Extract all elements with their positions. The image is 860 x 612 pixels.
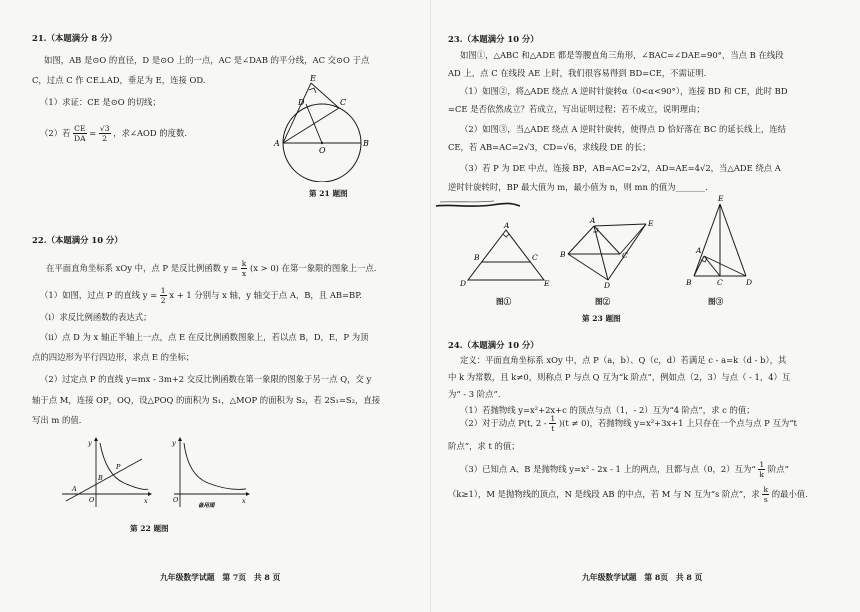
q23-f2-label-e: E xyxy=(648,219,654,228)
q24-part-3-suffix: 阶点” xyxy=(767,464,789,474)
q22-label-x: x xyxy=(144,497,148,505)
q22-part-1-ii-a: （ii）点 D 为 x 轴正半轴上一点，点 E 在反比例函数图象上，若以点 B，D，E，P 为顶 xyxy=(40,332,369,342)
q22-label-a: A xyxy=(72,485,77,493)
q23-f3-label-e: E xyxy=(718,194,724,203)
q23-fig1-caption: 图① xyxy=(496,297,512,306)
q22-label-y: y xyxy=(88,439,92,447)
q23-line-1: 如图①，△ABC 和△ADE 都是等腰直角三角形，∠BAC=∠DAE=90°，当点 B 在线段 xyxy=(460,50,784,60)
scan-smudge-mark xyxy=(432,196,522,212)
q23-f1-label-b: B xyxy=(474,253,480,262)
q24-frac-1: 1 xyxy=(550,414,556,423)
q21-label-e: E xyxy=(310,74,316,83)
q21-fraction-ce-da xyxy=(73,124,86,143)
q24-heading: 24.（本题满分 10 分） xyxy=(448,340,539,350)
q21-part-2-prefix: （2）若 xyxy=(40,128,71,138)
q24-part-3-b xyxy=(448,484,808,504)
q23-f1-label-a: A xyxy=(504,222,510,230)
q24-fraction-1-t xyxy=(549,414,556,433)
q22-spare-label-o: O xyxy=(173,496,179,504)
q21-label-o: O xyxy=(319,146,326,155)
q23-figure-3 xyxy=(680,192,762,290)
q24-line-2: 中 k 为常数，且 k≠0，则称点 P 与点 Q 互为“k 阶点”，例如点（2，3）与点（ - 1，4）互 xyxy=(448,372,791,382)
q23-part-3-b xyxy=(448,182,708,193)
q22-label-o: O xyxy=(89,496,95,504)
q23-f3-label-b: B xyxy=(686,278,692,287)
q21-label-c: C xyxy=(340,98,347,107)
q24-line-1: 定义：平面直角坐标系 xOy 中，点 P（a，b）、Q（c，d）若满足 c - a=k（d - b），其 xyxy=(460,355,787,365)
q21-frac2-den: 2 xyxy=(102,134,108,143)
q21-fraction-sqrt3-2 xyxy=(99,124,111,143)
q22-label-p: P xyxy=(116,463,121,471)
q23-figure-2 xyxy=(560,214,656,288)
q23-f2-label-b: B xyxy=(560,250,566,259)
q24-frac-k2: k xyxy=(763,485,769,494)
q21-line-1: 如图，AB 是⊙O 的直径，D 是⊙O 上的一点，AC 是∠DAB 的平分线，AC 交⊙O 于点 xyxy=(44,55,370,65)
q23-f2-label-a: A xyxy=(590,216,596,225)
q22-frac-1: 1 xyxy=(160,286,166,295)
right-page xyxy=(430,0,860,612)
q23-f2-label-c: C xyxy=(622,251,628,260)
q24-fraction-k-s xyxy=(762,485,769,504)
q22-line-1 xyxy=(46,258,376,278)
q23-fig3-caption: 图③ xyxy=(708,297,724,306)
q23-figure-1 xyxy=(460,222,550,288)
q21-frac2-num: √3 xyxy=(99,124,110,133)
q24-frac-1b: 1 xyxy=(759,460,765,469)
q22-spare-label-x: x xyxy=(242,497,246,505)
q22-spare-label-y: y xyxy=(172,439,176,447)
q22-heading: 22.（本题满分 10 分） xyxy=(32,235,123,245)
q22-line-1-prefix: 在平面直角坐标系 xOy 中，点 P 是反比例函数 y = xyxy=(46,263,239,273)
q23-answer-blank: _______. xyxy=(675,182,708,192)
q23-fig2-caption: 图② xyxy=(595,297,611,306)
q24-part-2-prefix: （2）对于动点 P(t, 2 - xyxy=(460,418,547,428)
q21-label-b: B xyxy=(363,139,369,148)
q21-frac1-den: DA xyxy=(74,134,86,143)
q23-line-2: AD 上，点 C 在线段 AE 上时，我们很容易得到 BD=CE，不需证明. xyxy=(448,68,707,78)
q22-part-1 xyxy=(40,285,362,305)
q22-part-1-prefix: （1）如图，过点 P 的直线 y = xyxy=(40,290,158,300)
q21-caption: 第 21 题图 xyxy=(309,189,348,198)
q21-heading: 21.（本题满分 8 分） xyxy=(32,33,117,43)
q22-part-1-i: （i）求反比例函数的表达式； xyxy=(40,312,152,322)
q24-part-2-a xyxy=(460,413,797,433)
q22-fraction-half xyxy=(160,286,167,305)
q22-graph-figure xyxy=(60,437,152,509)
q21-frac1-num: CE xyxy=(74,124,86,133)
q22-line-1-suffix: (x > 0) 在第一象限的图象上一点. xyxy=(250,263,377,273)
q22-spare-graph-figure xyxy=(170,437,250,509)
left-footer: 九年级数学试题 第 7页 共 8 页 xyxy=(160,573,281,582)
q21-part-2 xyxy=(40,123,187,143)
q23-f1-label-e: E xyxy=(544,279,550,288)
q24-part-3-a xyxy=(460,459,789,479)
q24-part-3-prefix: （3）已知点 A、B 是抛物线 y=x² - 2x - 1 上的两点，且都与点（0，2）互为“ xyxy=(460,464,756,474)
q23-part-2-a: （2）如图③，当△ADE 绕点 A 逆时针旋转，使得点 D 恰好落在 BC 的延长线上，连结 xyxy=(460,124,787,134)
q24-line-3: 为“ - 3 阶点”. xyxy=(448,389,501,399)
q24-part-3b-suffix: 的最小值. xyxy=(771,489,808,499)
q21-part-2-suffix: ，求∠AOD 的度数. xyxy=(113,128,188,138)
q23-caption: 第 23 题图 xyxy=(582,314,621,323)
q21-equals: = xyxy=(89,128,97,138)
q22-part-1-ii-b: 点的四边形为平行四边形，求点 E 的坐标； xyxy=(32,352,195,362)
q24-frac-s: s xyxy=(763,495,768,504)
q24-part-2-b: 阶点”，求 t 的值； xyxy=(448,441,520,451)
q23-f3-label-d: D xyxy=(746,278,753,287)
q23-f3-label-a: A xyxy=(696,246,702,255)
q21-circle-figure xyxy=(272,74,384,182)
q24-part-1: （1）若抛物线 y=x²+2x+c 的顶点与点（1，- 2）互为“4 阶点”，求 c 的值； xyxy=(460,405,755,415)
q22-frac-2: 2 xyxy=(160,296,166,305)
q23-part-1-a: （1）如图②，将△ADE 绕点 A 逆时针旋转α（0<α<90°），连接 BD 和 CE，此时 BD xyxy=(460,86,788,96)
q21-part-1: （1）求证：CE 是⊙O 的切线； xyxy=(40,97,161,107)
q22-spare-caption: 备用图 xyxy=(198,503,215,509)
q22-part-2-a: （2）过定点 P 的直线 y=mx - 3m+2 交反比例函数在第一象限的图象于另一点 Q，交 y xyxy=(40,374,372,384)
q23-part-3-a: （3）若 P 为 DE 中点，连接 BP，AB=AC=2√2，AD=AE=4√2，当△ADE 绕点 A xyxy=(460,163,781,173)
q22-caption: 第 22 题图 xyxy=(130,524,169,533)
q24-frac-k: k xyxy=(759,470,765,479)
q22-frac-x: x xyxy=(241,269,247,278)
right-footer: 九年级数学试题 第 8页 共 8 页 xyxy=(582,573,703,582)
q24-frac-t: t xyxy=(551,424,555,433)
q24-fraction-1-k xyxy=(758,460,765,479)
q22-part-2-b: 轴于点 M，连接 OP，OQ，设△POQ 的面积为 S₁，△MOP 的面积为 S₂，若 2S₁=S₂，直接 xyxy=(32,395,381,405)
q23-part-2-b: CE，若 AB=AC=2√3，CD=√6，求线段 DE 的长； xyxy=(448,142,651,152)
q23-f3-label-c: C xyxy=(717,278,723,287)
q24-part-3b-prefix: （k≥1），M 是抛物线的顶点，N 是线段 AB 的中点，若 M 与 N 互为“s 阶点”，求 xyxy=(448,489,760,499)
q22-part-2-c: 写出 m 的值. xyxy=(32,415,82,425)
q22-fraction-k-x xyxy=(241,259,248,278)
q22-label-b: B xyxy=(98,474,103,482)
q22-part-1-suffix: x + 1 分别与 x 轴，y 轴交于点 A，B，且 AB=BP. xyxy=(169,290,362,300)
q23-part-1-b: =CE 是否依然成立？若成立，写出证明过程；若不成立，说明理由； xyxy=(448,104,705,114)
q23-heading: 23.（本题满分 10 分） xyxy=(448,34,539,44)
q23-f2-label-d: D xyxy=(604,281,611,288)
q22-frac-k: k xyxy=(241,259,247,268)
q24-part-2-suffix: )(t ≠ 0)，若抛物线 y=x²+3x+1 上只存在一个点与点 P 互为“t xyxy=(558,418,797,428)
q21-line-2: C，过点 C 作 CE⊥AD，垂足为 E，连接 OD. xyxy=(32,75,206,85)
q21-label-a: A xyxy=(274,139,280,148)
q23-f1-label-c: C xyxy=(532,253,538,262)
q23-part-3-b-text: 逆时针旋转时，BP 最大值为 m，最小值为 n，则 mn 的值为 xyxy=(448,182,676,192)
q23-f1-label-d: D xyxy=(460,279,467,288)
q21-label-d: D xyxy=(298,98,305,107)
